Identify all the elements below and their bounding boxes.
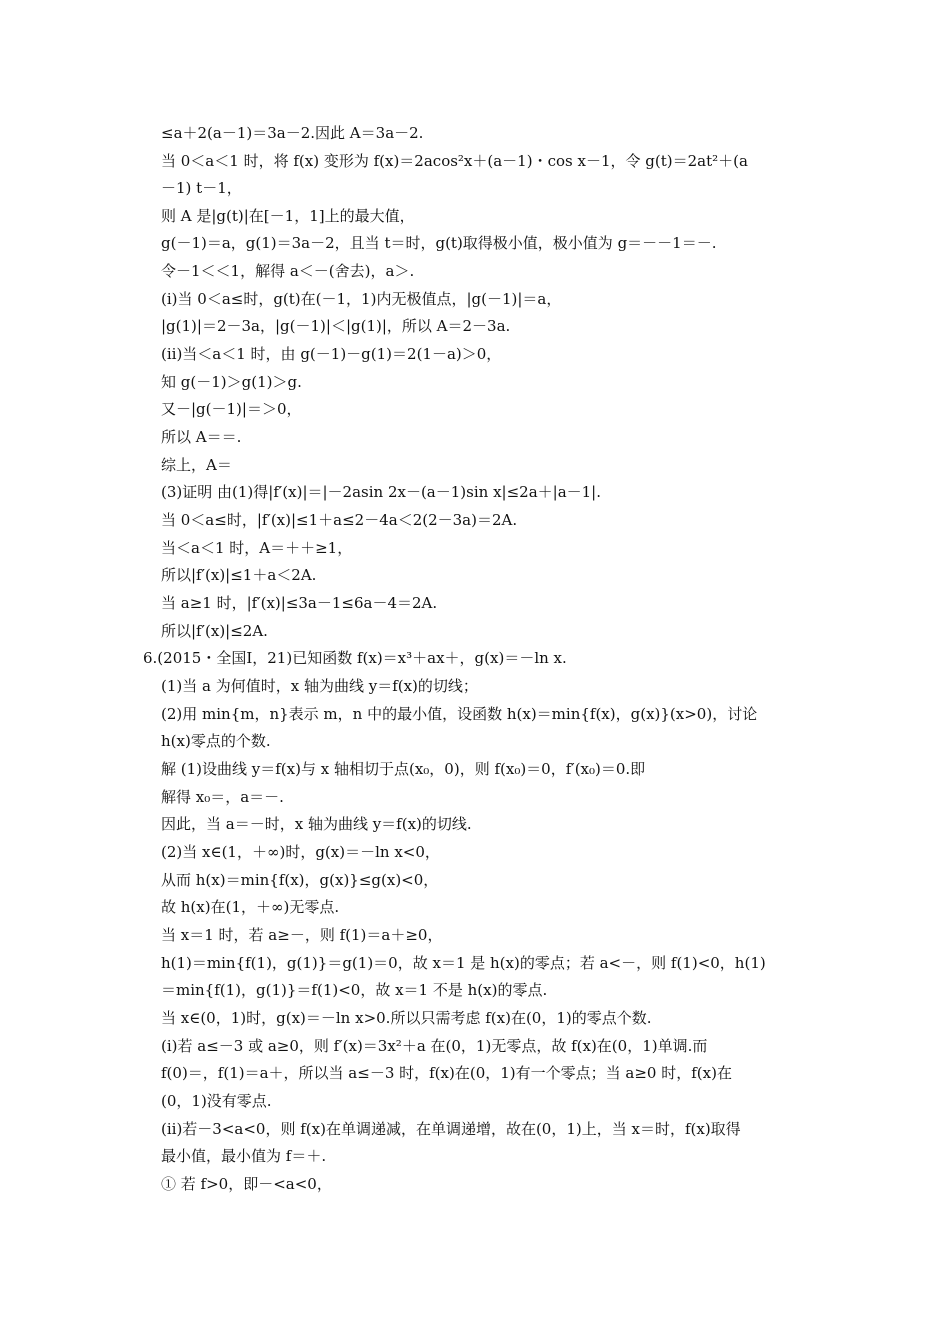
text-line: 所以|f′(x)|≤2A. bbox=[161, 622, 268, 640]
text-line: |g(1)|＝2－3a，|g(－1)|＜|g(1)|，所以 A＝2－3a. bbox=[161, 317, 511, 335]
text-line: 当＜a＜1 时，A＝＋＋≥1， bbox=[161, 539, 353, 557]
text-line: 解 (1)设曲线 y＝f(x)与 x 轴相切于点(x₀，0)，则 f(x₀)＝0，f′(x₀)＝0.即 bbox=[161, 760, 646, 778]
text-line: (1)当 a 为何值时，x 轴为曲线 y＝f(x)的切线； bbox=[161, 677, 478, 695]
text-line: 解得 x₀＝，a＝－. bbox=[161, 788, 284, 806]
text-line: 当 x∈(0，1)时，g(x)＝－ln x>0.所以只需考虑 f(x)在(0，1)的零点个数. bbox=[161, 1009, 652, 1027]
text-line: (0，1)没有零点. bbox=[161, 1092, 272, 1110]
text-line: 故 h(x)在(1，＋∞)无零点. bbox=[161, 898, 340, 916]
text-line: 则 A 是|g(t)|在[－1，1]上的最大值， bbox=[161, 207, 415, 225]
text-line: 因此，当 a＝－时，x 轴为曲线 y＝f(x)的切线. bbox=[161, 815, 472, 833]
text-line: h(x)零点的个数. bbox=[161, 732, 271, 750]
text-line: 令－1＜＜1，解得 a＜－(舍去)，a＞. bbox=[161, 262, 415, 280]
text-line: ＝min{f(1)，g(1)}＝f(1)<0，故 x＝1 不是 h(x)的零点. bbox=[161, 981, 548, 999]
text-line: (ⅱ)当＜a＜1 时，由 g(－1)－g(1)＝2(1－a)＞0， bbox=[161, 345, 502, 363]
text-line: ① 若 f>0，即－<a<0， bbox=[161, 1175, 332, 1193]
text-line: 最小值，最小值为 f＝＋. bbox=[161, 1147, 327, 1165]
problem-heading: 6.(2015・全国Ⅰ，21)已知函数 f(x)＝x³＋ax＋，g(x)＝－ln x. bbox=[143, 649, 567, 667]
text-line: g(－1)＝a，g(1)＝3a－2，且当 t＝时，g(t)取得极小值，极小值为 g＝－－1＝－. bbox=[161, 234, 717, 252]
text-line: h(1)＝min{f(1)，g(1)}＝g(1)＝0，故 x＝1 是 h(x)的零点；若 a<－，则 f(1)<0，h(1) bbox=[161, 954, 766, 972]
text-line: (ⅱ)若－3<a<0，则 f(x)在单调递减，在单调递增，故在(0，1)上，当 x＝时，f(x)取得 bbox=[161, 1120, 741, 1138]
text-line: 当 0＜a＜1 时，将 f(x) 变形为 f(x)＝2acos²x＋(a－1)・cos x－1，令 g(t)＝2at²＋(a bbox=[161, 152, 748, 170]
text-line: ≤a＋2(a－1)＝3a－2.因此 A＝3a－2. bbox=[161, 124, 424, 142]
text-line: －1) t－1， bbox=[161, 179, 242, 197]
text-line: 所以|f′(x)|≤1＋a＜2A. bbox=[161, 566, 317, 584]
text-line: 知 g(－1)＞g(1)＞g. bbox=[161, 373, 302, 391]
text-line: 从而 h(x)＝min{f(x)，g(x)}≤g(x)<0， bbox=[161, 871, 439, 889]
text-line: 又－|g(－1)|＝＞0， bbox=[161, 400, 302, 418]
text-line: 当 a≥1 时，|f′(x)|≤3a－1≤6a－4＝2A. bbox=[161, 594, 438, 612]
text-line: (ⅰ)若 a≤－3 或 a≥0，则 f′(x)＝3x²＋a 在(0，1)无零点，故 f(x)在(0，1)单调.而 bbox=[161, 1037, 708, 1055]
text-line: (2)当 x∈(1，＋∞)时，g(x)＝－ln x<0， bbox=[161, 843, 440, 861]
text-line: 综上，A＝ bbox=[161, 456, 232, 474]
text-line: 当 0＜a≤时，|f′(x)|≤1＋a≤2－4a＜2(2－3a)＝2A. bbox=[161, 511, 518, 529]
text-line: (3)证明 由(1)得|f′(x)|＝|－2asin 2x－(a－1)sin x|≤2a＋|a－1|. bbox=[161, 483, 602, 501]
text-line: (2)用 min{m，n}表示 m，n 中的最小值，设函数 h(x)＝min{f(x)，g(x)}(x>0)，讨论 bbox=[161, 705, 758, 723]
text-line: (ⅰ)当 0＜a≤时，g(t)在(－1，1)内无极值点，|g(－1)|＝a， bbox=[161, 290, 562, 308]
text-line: 当 x＝1 时，若 a≥－，则 f(1)＝a＋≥0， bbox=[161, 926, 443, 944]
text-line: 所以 A＝＝. bbox=[161, 428, 242, 446]
text-line: f(0)＝，f(1)＝a＋，所以当 a≤－3 时，f(x)在(0，1)有一个零点；当 a≥0 时，f(x)在 bbox=[161, 1064, 732, 1082]
